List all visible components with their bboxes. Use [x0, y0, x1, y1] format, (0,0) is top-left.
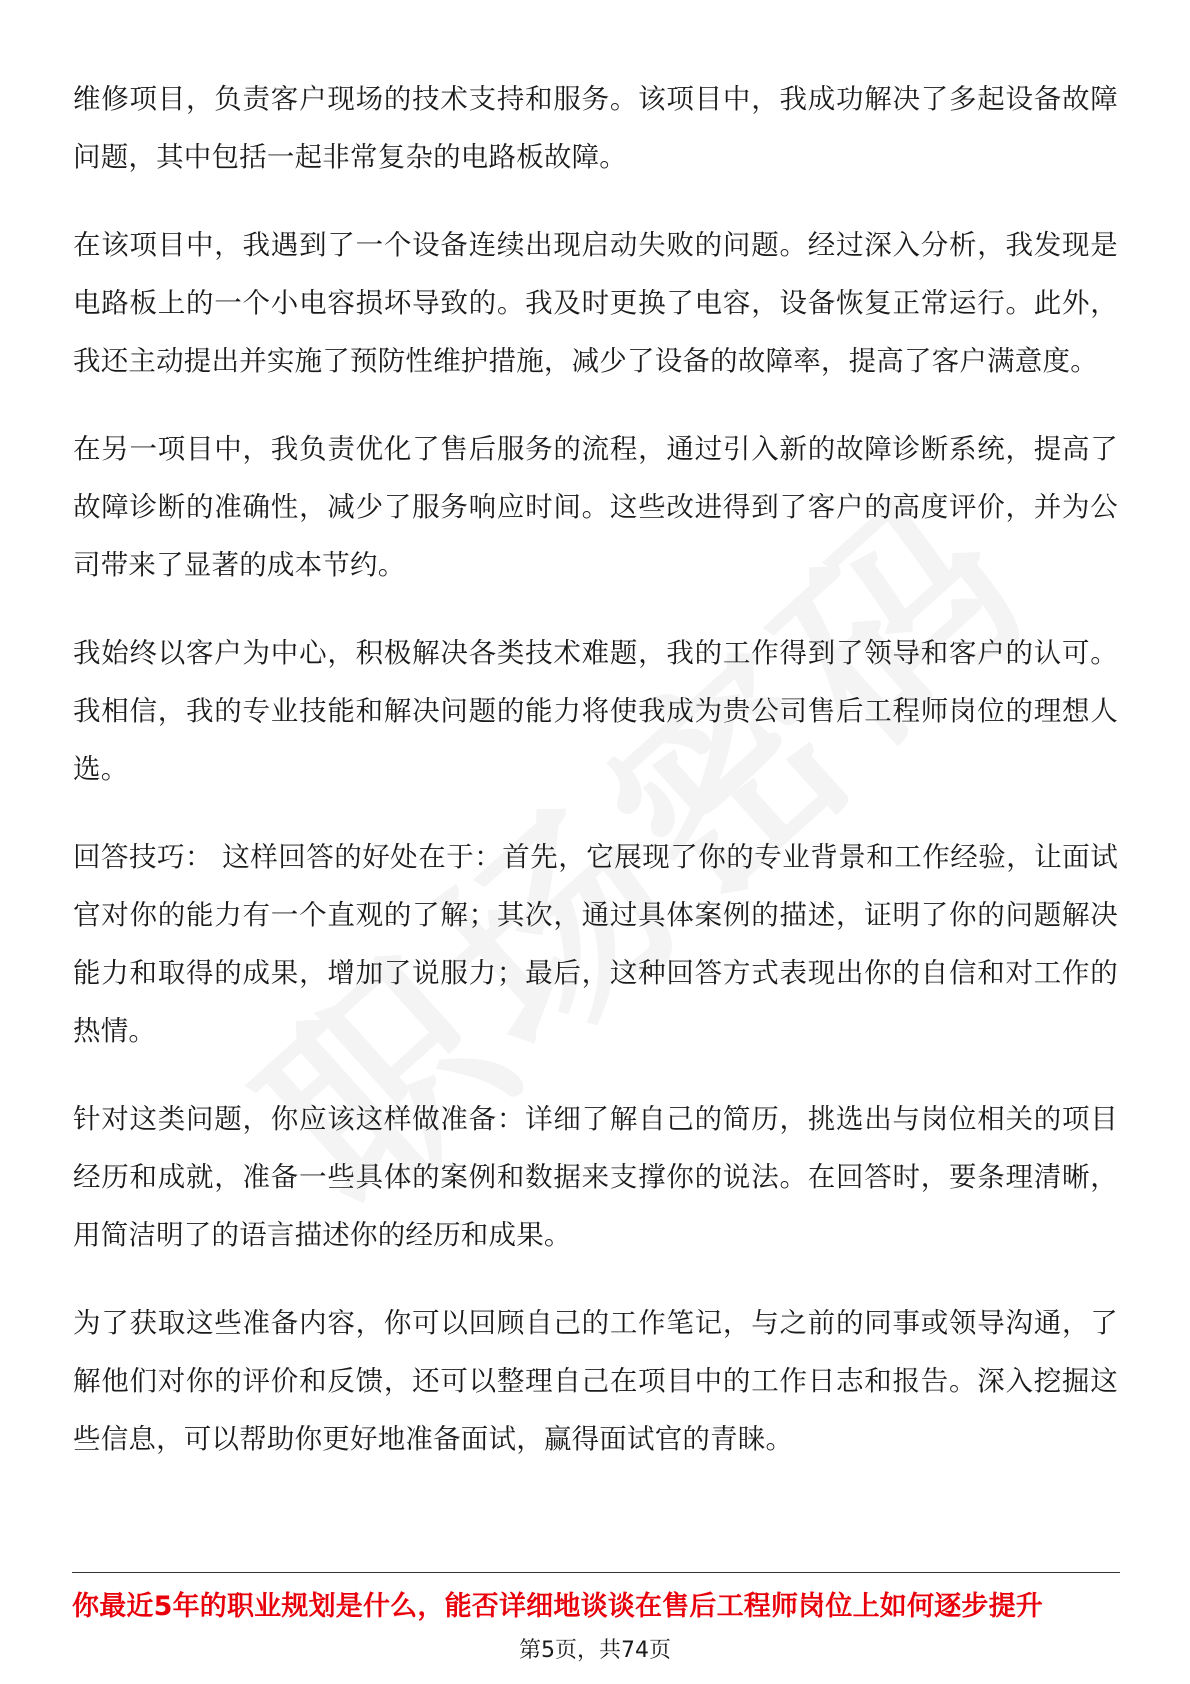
paragraph-preparation: 针对这类问题，你应该这样做准备：详细了解自己的简历，挑选出与岗位相关的项目经历和成就，准备一些具体的案例和数据来支撑你的说法。在回答时，要条理清晰，用简洁明了的语言描述你的经历和成果。	[73, 1103, 1118, 1251]
paragraph-project-summary: 维修项目，负责客户现场的技术支持和服务。该项目中，我成功解决了多起设备故障问题，其中包括一起非常复杂的电路板故障。	[73, 83, 1118, 173]
page-number: 第5页，共74页	[519, 1638, 671, 1663]
paragraph-conclusion: 我始终以客户为中心，积极解决各类技术难题，我的工作得到了领导和客户的认可。我相信，我的专业技能和解决问题的能力将使我成为贵公司售后工程师岗位的理想人选。	[73, 637, 1118, 785]
paragraph-gather-material: 为了获取这些准备内容，你可以回顾自己的工作笔记，与之前的同事或领导沟通，了解他们对你的评价和反馈，还可以整理自己在项目中的工作日志和报告。深入挖掘这些信息，可以帮助你更好地准备面试，赢得面试官的青睐。	[73, 1307, 1118, 1455]
paragraph-answer-tips: 回答技巧： 这样回答的好处在于：首先，它展现了你的专业背景和工作经验，让面试官对你的能力有一个直观的了解；其次，通过具体案例的描述，证明了你的问题解决能力和取得的成果，增加了说服力；最后，这种回答方式表现出你的自信和对工作的热情。	[73, 841, 1118, 1047]
paragraph-process-optimization: 在另一项目中，我负责优化了售后服务的流程，通过引入新的故障诊断系统，提高了故障诊断的准确性，减少了服务响应时间。这些改进得到了客户的高度评价，并为公司带来了显著的成本节约。	[73, 433, 1118, 581]
paragraph-capacitor-case: 在该项目中，我遇到了一个设备连续出现启动失败的问题。经过深入分析，我发现是电路板上的一个小电容损坏导致的。我及时更换了电容，设备恢复正常运行。此外，我还主动提出并实施了预防性维护措施，减少了设备的故障率，提高了客户满意度。	[73, 229, 1118, 377]
section-divider	[72, 1572, 1120, 1573]
document-body	[73, 70, 1118, 1498]
next-question-heading: 你最近5年的职业规划是什么，能否详细地谈谈在售后工程师岗位上如何逐步提升	[72, 1591, 1043, 1622]
